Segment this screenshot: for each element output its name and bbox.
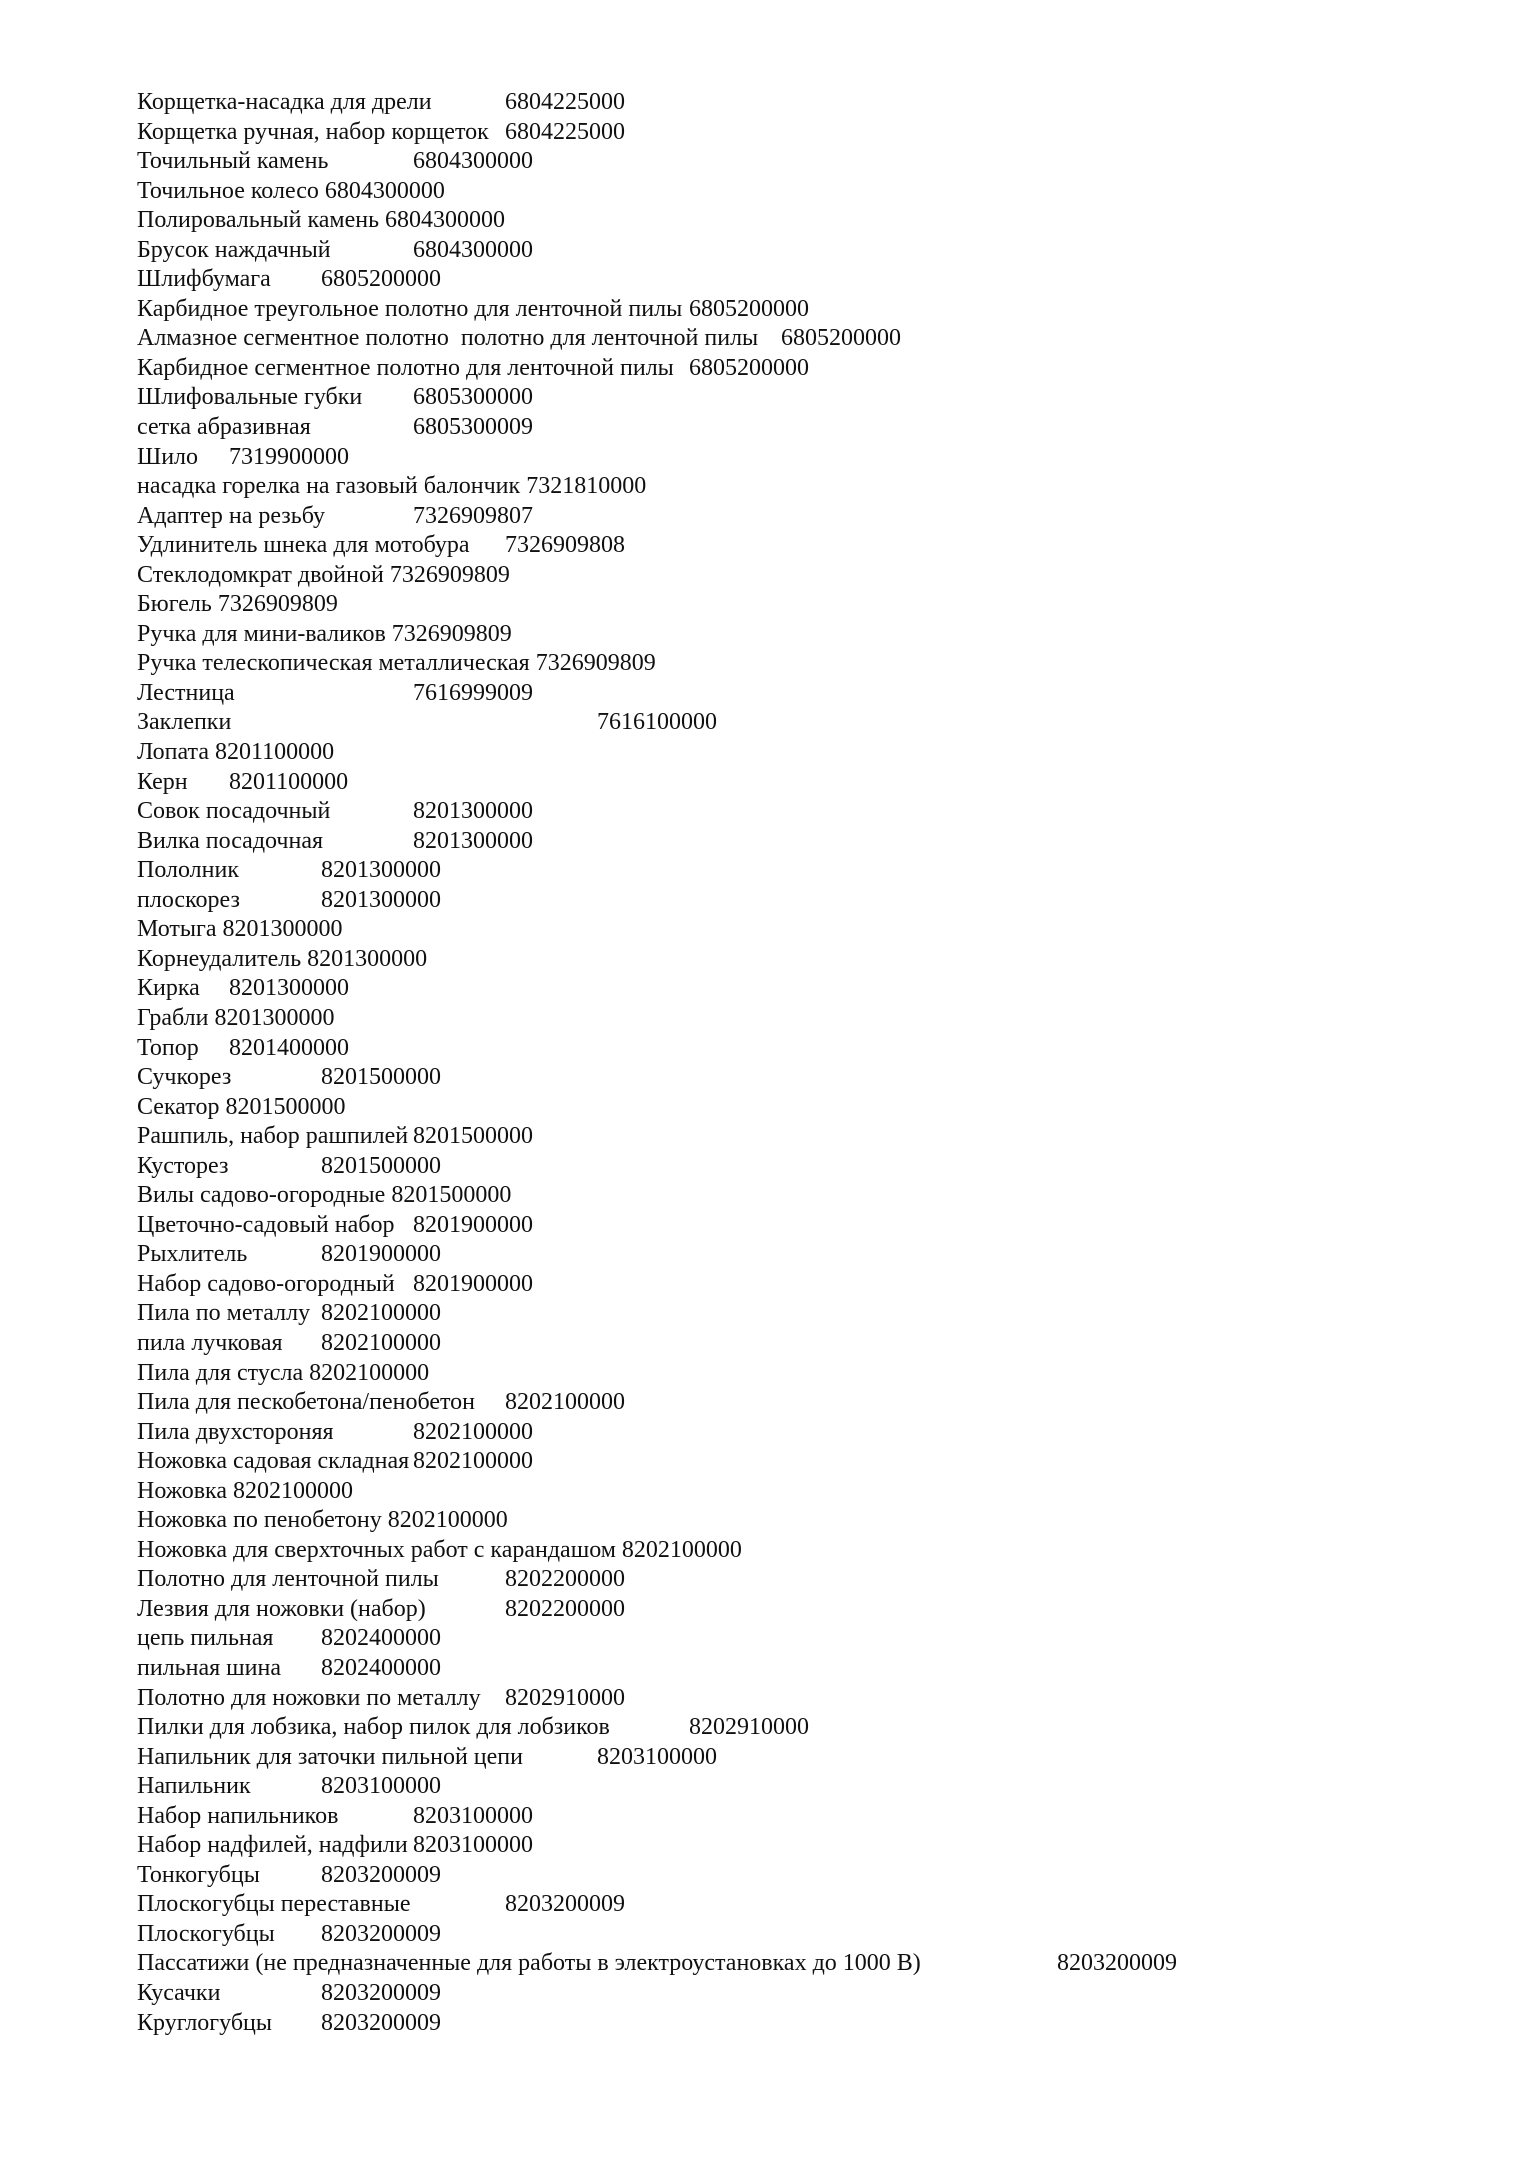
catalog-row [137,1093,1505,1123]
tab-separator [682,296,689,322]
hs-code: 8201100000 [215,739,335,766]
catalog-row [137,1920,1505,1950]
hs-code: 8201500000 [225,1093,346,1120]
item-name: Кусторез [137,1152,229,1179]
catalog-row [137,945,1505,975]
item-name: Вилка посадочная [137,827,324,854]
catalog-row [137,1004,1505,1034]
item-name: Цветочно-садовый набор [137,1211,395,1238]
item-name: Ножовка [137,1477,227,1504]
item-name: насадка горелка на газовый балончик [137,473,521,500]
tab-separator [310,1300,321,1326]
catalog-row [137,1063,1505,1093]
tab-separator [247,1241,321,1267]
item-name: Рыхлитель [137,1241,248,1268]
hs-code: 8201300000 [229,975,349,1002]
tab-separator [188,769,229,795]
hs-code: 8202100000 [621,1536,742,1563]
hs-code: 8202100000 [505,1389,625,1416]
hs-code: 7326909809 [535,650,656,677]
tab-separator [475,1389,505,1415]
hs-code: 6805200000 [689,354,809,381]
hs-code: 8201900000 [321,1241,441,1268]
item-name: Корщетка ручная, набор корщеток [137,118,489,145]
hs-code: 6804225000 [505,118,625,145]
hs-code: 8202100000 [321,1300,441,1327]
catalog-row [137,1329,1505,1359]
hs-code: 8203200009 [321,1980,441,2006]
item-name: Ручка для мини-валиков [137,620,386,647]
catalog-row [137,708,1505,738]
item-name: Плоскогубцы переставные [137,1891,411,1918]
item-name: Напильник для заточки пильной цепи [137,1743,523,1770]
tab-separator [325,503,413,529]
tab-separator [338,1803,413,1829]
catalog-row [137,856,1505,886]
catalog-row [137,738,1505,768]
catalog-row [137,1447,1505,1477]
catalog-row [137,324,1505,354]
hs-code: 8202910000 [505,1684,625,1711]
catalog-row [137,1477,1505,1507]
tab-separator [240,887,321,913]
item-name: Адаптер на резьбу [137,502,326,529]
item-name: Точильное колесо [137,177,319,204]
catalog-row [137,206,1505,236]
hs-code: 8202100000 [413,1448,533,1475]
item-name: Рашпиль, набор рашпилей [137,1123,409,1150]
tab-separator [198,444,229,470]
tab-separator [235,680,413,706]
item-name: плоскорез [137,886,240,913]
item-name: Пила для стусла [137,1359,304,1386]
hs-code: 8201300000 [214,1004,335,1031]
catalog-row [137,1506,1505,1536]
hs-code: 8203100000 [321,1773,441,1800]
tab-separator [311,414,413,440]
catalog-row [137,561,1505,591]
hs-code: 6805200000 [321,266,441,293]
item-name: Пила по металлу [137,1300,311,1327]
catalog-row [137,1624,1505,1654]
hs-code: 7326909809 [389,561,510,588]
hs-code: 8202100000 [321,1329,441,1356]
catalog-row [137,177,1505,207]
catalog-row [137,88,1505,118]
hs-code: 8202100000 [309,1359,430,1386]
hs-code: 6805200000 [781,325,901,352]
tab-separator [199,1035,229,1061]
catalog-row [137,1270,1505,1300]
catalog-row [137,2009,1505,2039]
hs-code: 6805300009 [413,414,533,441]
hs-code: 6804300000 [413,148,533,175]
tab-separator [228,1153,321,1179]
hs-code: 8201300000 [321,857,441,884]
catalog-row [137,1565,1505,1595]
hs-code: 8201500000 [321,1152,441,1179]
catalog-row [137,531,1505,561]
hs-code: 7616100000 [597,709,717,736]
catalog-row [137,1536,1505,1566]
hs-code: 6804300000 [385,207,506,234]
hs-code: 8201300000 [321,886,441,913]
item-name: Полотно для ножовки по металлу [137,1684,481,1711]
hs-code: 7326909809 [391,620,512,647]
hs-code: 8201400000 [229,1034,349,1061]
catalog-row [137,649,1505,679]
item-name: Полотно для ленточной пилы [137,1566,439,1593]
item-name: Лестница [137,679,235,706]
catalog-row [137,354,1505,384]
catalog-row [137,1831,1505,1861]
tab-separator [275,1921,321,1947]
hs-code: 8201900000 [413,1211,533,1238]
tab-separator [523,1744,597,1770]
tab-separator [758,325,781,351]
catalog-row [137,413,1505,443]
item-name: цепь пильная [137,1625,274,1652]
tab-separator [331,237,413,263]
tab-separator [334,1419,413,1445]
catalog-row [137,1713,1505,1743]
tab-separator [260,1862,321,1888]
tab-separator [411,1891,506,1917]
item-name: Ручка телескопическая металлическая [137,650,530,677]
hs-code: 8202100000 [233,1477,353,1504]
item-name: сетка абразивная [137,414,311,441]
catalog-row [137,974,1505,1004]
hs-code: 8202100000 [413,1418,533,1445]
catalog-row [137,679,1505,709]
catalog-row [137,383,1505,413]
tab-separator [432,89,505,115]
catalog-row [137,147,1505,177]
tab-separator [200,975,229,1001]
hs-code: 8203200009 [321,2009,441,2036]
catalog-row [137,1595,1505,1625]
item-name: Керн [137,768,188,795]
item-name: Стеклодомкрат двойной [137,561,384,588]
hs-code: 7321810000 [526,473,647,500]
catalog-row [137,915,1505,945]
hs-code: 8201500000 [321,1064,441,1091]
item-name: Набор садово-огородный [137,1270,395,1297]
tab-separator [394,1212,413,1238]
tab-separator [439,1566,505,1592]
catalog-row [137,1211,1505,1241]
item-name: Шлифбумага [137,266,271,293]
catalog-row [137,1240,1505,1270]
tab-separator [272,2010,321,2036]
hs-code: 7319900000 [229,443,349,470]
item-name: Плоскогубцы [137,1920,275,1947]
hs-code: 6805200000 [689,295,809,322]
tab-separator [330,798,413,824]
catalog-row [137,1949,1505,1979]
catalog-row [137,1890,1505,1920]
tab-separator [426,1596,505,1622]
item-name: Заклепки [137,709,232,736]
tab-separator [470,532,505,558]
item-name: Мотыга [137,916,217,943]
tab-separator [220,1980,321,2006]
catalog-row [137,768,1505,798]
catalog-row [137,1772,1505,1802]
catalog-row [137,472,1505,502]
item-name: Пассатижи (не предназначенные для работы в электроустановках до 1000 В) [137,1950,921,1977]
item-name: Кусачки [137,1980,221,2006]
tab-separator [921,1950,1057,1976]
tab-separator [674,355,689,381]
tab-separator [610,1714,689,1740]
hs-code: 8201500000 [391,1182,512,1209]
catalog-row [137,1418,1505,1448]
hs-code: 8203100000 [597,1743,717,1770]
hs-code: 8202200000 [505,1566,625,1593]
item-name: Кирка [137,975,200,1002]
item-name: Грабли [137,1004,209,1031]
item-name: Лезвия для ножовки (набор) [137,1595,426,1622]
tab-separator [239,857,321,883]
item-name: Набор надфилей, надфили [137,1832,408,1859]
tab-separator [395,1271,413,1297]
tab-separator [231,1064,321,1090]
item-name: Пилки для лобзика, набор пилок для лобзиков [137,1714,610,1741]
catalog-row [137,1861,1505,1891]
catalog-row [137,265,1505,295]
catalog-row [137,1654,1505,1684]
hs-code: 8201300000 [413,827,533,854]
item-name: Бюгель [137,591,212,618]
hs-code: 8201300000 [307,945,428,972]
catalog-row [137,1034,1505,1064]
catalog-row [137,1684,1505,1714]
catalog-row [137,1359,1505,1389]
catalog-row [137,1152,1505,1182]
item-name: пильная шина [137,1654,281,1681]
catalog-row [137,620,1505,650]
catalog-row [137,443,1505,473]
catalog-row [137,295,1505,325]
catalog-row [137,118,1505,148]
catalog-row [137,886,1505,916]
item-name: Корнеудалитель [137,945,302,972]
item-name: Секатор [137,1093,220,1120]
hs-code: 6804225000 [505,89,625,115]
catalog-row [137,827,1505,857]
item-name: Напильник [137,1773,251,1800]
hs-code: 8203200009 [505,1891,625,1918]
hs-code: 8202910000 [689,1714,809,1741]
item-name: Карбидное сегментное полотно для ленточной пилы [137,354,674,381]
item-name: Шлифовальные губки [137,384,363,411]
hs-code: 8203100000 [413,1802,533,1829]
item-name: Полировальный камень [137,207,380,234]
item-name: Пололник [137,857,239,884]
hs-code: 8201300000 [413,798,533,825]
hs-code: 8203100000 [413,1832,533,1859]
item-name: пила лучковая [137,1329,283,1356]
tab-separator [251,1773,321,1799]
tab-separator [323,828,413,854]
hs-code: 7616999009 [413,679,533,706]
hs-code: 7326909807 [413,502,533,529]
hs-code: 6804300000 [413,236,533,263]
hs-code: 8202100000 [387,1507,508,1534]
catalog-row [137,797,1505,827]
catalog-row [137,1979,1505,2009]
item-name: Брусок наждачный [137,236,331,263]
item-name: Ножовка для сверхточных работ с карандашом [137,1536,616,1563]
item-name: Совок посадочный [137,798,331,825]
hs-code: 8201300000 [222,916,343,943]
hs-code: 8203200009 [1057,1950,1177,1977]
catalog-row [137,1743,1505,1773]
hs-code: 8203200009 [321,1861,441,1888]
item-name: Точильный камень [137,148,329,175]
item-name: Ножовка по пенобетону [137,1507,382,1534]
hs-code: 8201100000 [229,768,349,795]
tab-separator [271,266,321,292]
catalog-row [137,590,1505,620]
catalog-row [137,1299,1505,1329]
catalog-list [137,88,1505,2038]
item-name: Ножовка садовая складная [137,1448,410,1475]
item-name: Лопата [137,739,209,766]
hs-code: 8201500000 [413,1123,533,1150]
hs-code: 6804300000 [324,177,445,204]
tab-separator [362,384,413,410]
catalog-row [137,1388,1505,1418]
hs-code: 7326909808 [505,532,625,559]
hs-code: 8202400000 [321,1654,441,1681]
hs-code: 8202400000 [321,1625,441,1652]
item-name: Карбидное треугольное полотно для ленточной пилы [137,295,683,322]
item-name: Тонкогубцы [137,1861,260,1888]
hs-code: 7326909809 [217,591,338,618]
tab-separator [283,1330,321,1356]
item-name: Круглогубцы [137,2009,272,2036]
item-name: Сучкорез [137,1064,232,1091]
tab-separator [489,119,505,145]
item-name: Алмазное сегментное полотно полотно для ленточной пилы [137,325,759,352]
hs-code: 8202200000 [505,1595,625,1622]
item-name: Топор [137,1034,199,1061]
catalog-row [137,1802,1505,1832]
item-name: Вилы садово-огородные [137,1182,386,1209]
item-name: Набор напильников [137,1802,339,1829]
item-name: Пила двухстороняя [137,1418,334,1445]
tab-separator [281,1655,321,1681]
tab-separator [481,1685,505,1711]
tab-separator [328,148,413,174]
hs-code: 8203200009 [321,1920,441,1947]
item-name: Удлинитель шнека для мотобура [137,532,470,559]
tab-separator [273,1625,321,1651]
catalog-row [137,1181,1505,1211]
item-name: Шило [137,443,199,470]
catalog-row [137,1122,1505,1152]
catalog-row [137,236,1505,266]
item-name: Корщетка-насадка для дрели [137,89,432,115]
catalog-row [137,502,1505,532]
hs-code: 6805300000 [413,384,533,411]
tab-separator [231,709,597,735]
hs-code: 8201900000 [413,1270,533,1297]
item-name: Пила для пескобетона/пенобетон [137,1389,476,1416]
